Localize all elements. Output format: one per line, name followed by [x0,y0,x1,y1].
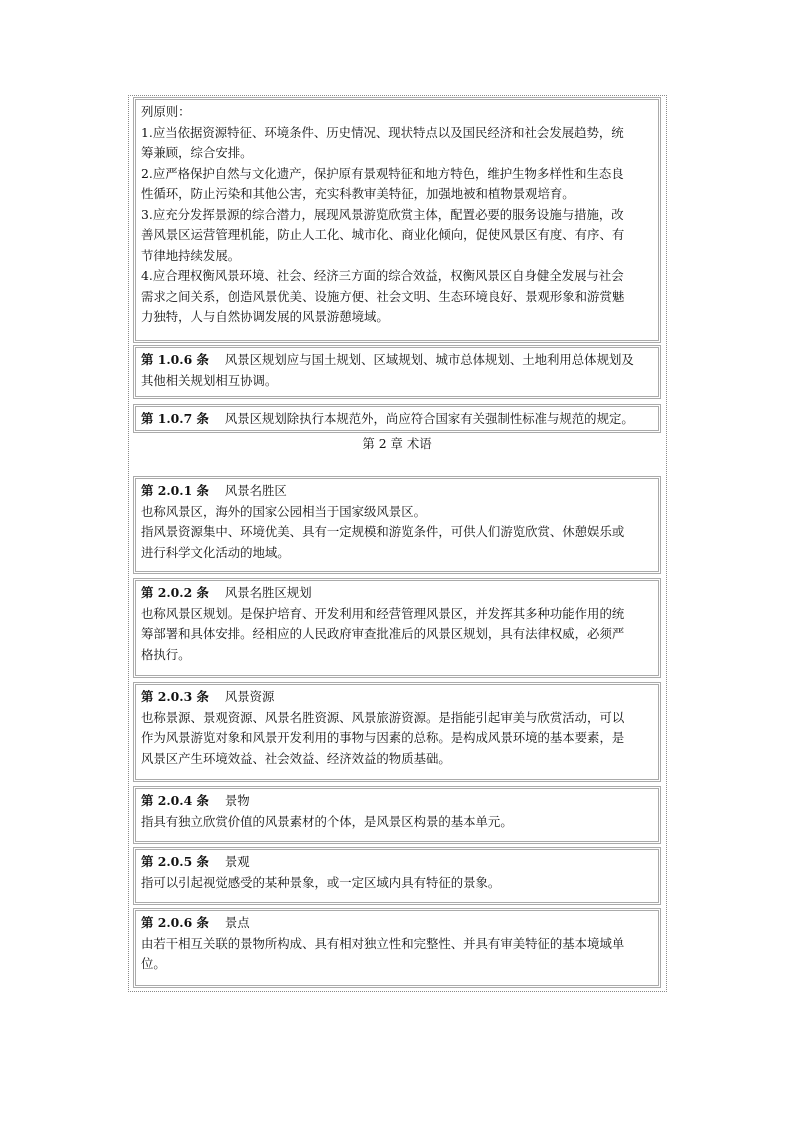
article-title: 景点 [224,915,250,930]
article-number: 第 1.0.7 条 [141,411,209,426]
article-title: 风景资源 [224,689,275,704]
article-number: 第 2.0.3 条 [141,689,209,704]
article-text: 格执行。 [141,646,191,662]
principles-line: 筹兼顾，综合安排。 [141,145,253,160]
article-text: 风景区规划应与国土规划、区域规划、城市总体规划、土地利用总体规划及 [224,352,634,367]
principles-line: 4.应合理权衡风景环境、社会、经济三方面的综合效益，权衡风景区自身健全发展与社会 [141,268,624,283]
principles-line: 3.应充分发挥景源的综合潜力，展现风景游览欣赏主体，配置必要的服务设施与措施，改 [141,206,624,222]
article-number: 第 2.0.1 条 [141,483,209,498]
article-text: 指可以引起视觉感受的某种景象，或一定区域内具有特征的景象。 [141,874,501,890]
article-text: 也称风景区，海外的国家公园相当于国家级风景区。 [141,503,426,519]
article-title: 风景名胜区 [224,483,287,498]
article-text: 风景区产生环境效益、社会效益、经济效益的物质基础。 [141,750,451,766]
article-2-0-3 [133,682,661,782]
chapter-title: 第 2 章 术语 [362,436,432,451]
article-text: 其他相关规划相互协调。 [141,372,278,388]
article-2-0-4 [133,786,661,844]
article-text: 由若干相互关联的景物所构成、具有相对独立性和完整性、并具有审美特征的基本境域单 [141,935,625,951]
article-title: 景物 [224,793,250,808]
principles-line: 需求之间关系，创造风景优美、设施方便、社会文明、生态环境良好、景观形象和游赏魅 [141,288,625,304]
article-2-0-5 [133,847,661,905]
article-2-0-1 [133,476,661,574]
principles-line: 善风景区运营管理机能，防止人工化、城市化、商业化倾向，促使风景区有度、有序、有 [141,227,625,242]
article-number: 第 2.0.6 条 [141,915,209,930]
article-number: 第 1.0.6 条 [141,352,209,367]
article-2-0-6 [133,908,661,988]
principles-line: 力独特，人与自然协调发展的风景游憩境域。 [141,309,389,324]
article-title: 风景名胜区规划 [224,585,312,600]
article-text: 也称景源、景观资源、风景名胜资源、风景旅游资源。是指能引起审美与欣赏活动，可以 [141,709,625,725]
article-title: 景观 [224,854,250,869]
article-text: 指具有独立欣赏价值的风景素材的个体，是风景区构景的基本单元。 [141,813,513,829]
article-text: 作为风景游览对象和风景开发利用的事物与因素的总称。是构成风景环境的基本要素，是 [141,730,625,745]
article-1-0-6 [133,345,661,399]
principles-line: 节律地持续发展。 [141,247,241,263]
article-text: 位。 [141,956,166,971]
article-text: 指风景资源集中、环境优美、具有一定规模和游览条件，可供人们游览欣赏、休憩娱乐或 [141,524,625,539]
article-text: 也称风景区规划。是保护培育、开发利用和经营管理风景区，并发挥其多种功能作用的统 [141,605,625,621]
principles-line: 2.应严格保护自然与文化遗产，保护原有景观特征和地方特色，维护生物多样性和生态良 [141,165,624,181]
article-number: 第 2.0.5 条 [141,854,209,869]
article-1-0-7 [133,404,661,433]
principles-line: 列原则： [141,104,191,119]
article-text: 筹部署和具体安排。经相应的人民政府审查批准后的风景区规划，具有法律权威，必须严 [141,626,625,641]
principles-box [133,97,661,343]
article-text: 进行科学文化活动的地域。 [141,544,290,560]
article-text: 风景区规划除执行本规范外，尚应符合国家有关强制性标准与规范的规定。 [224,411,634,426]
article-number: 第 2.0.2 条 [141,585,209,600]
article-2-0-2 [133,578,661,678]
article-number: 第 2.0.4 条 [141,793,209,808]
principles-line: 1.应当依据资源特征、环境条件、历史情况、现状特点以及国民经济和社会发展趋势，统 [141,124,624,140]
principles-line: 性循环，防止污染和其他公害，充实科教审美特征，加强地被和植物景观培育。 [141,186,575,201]
